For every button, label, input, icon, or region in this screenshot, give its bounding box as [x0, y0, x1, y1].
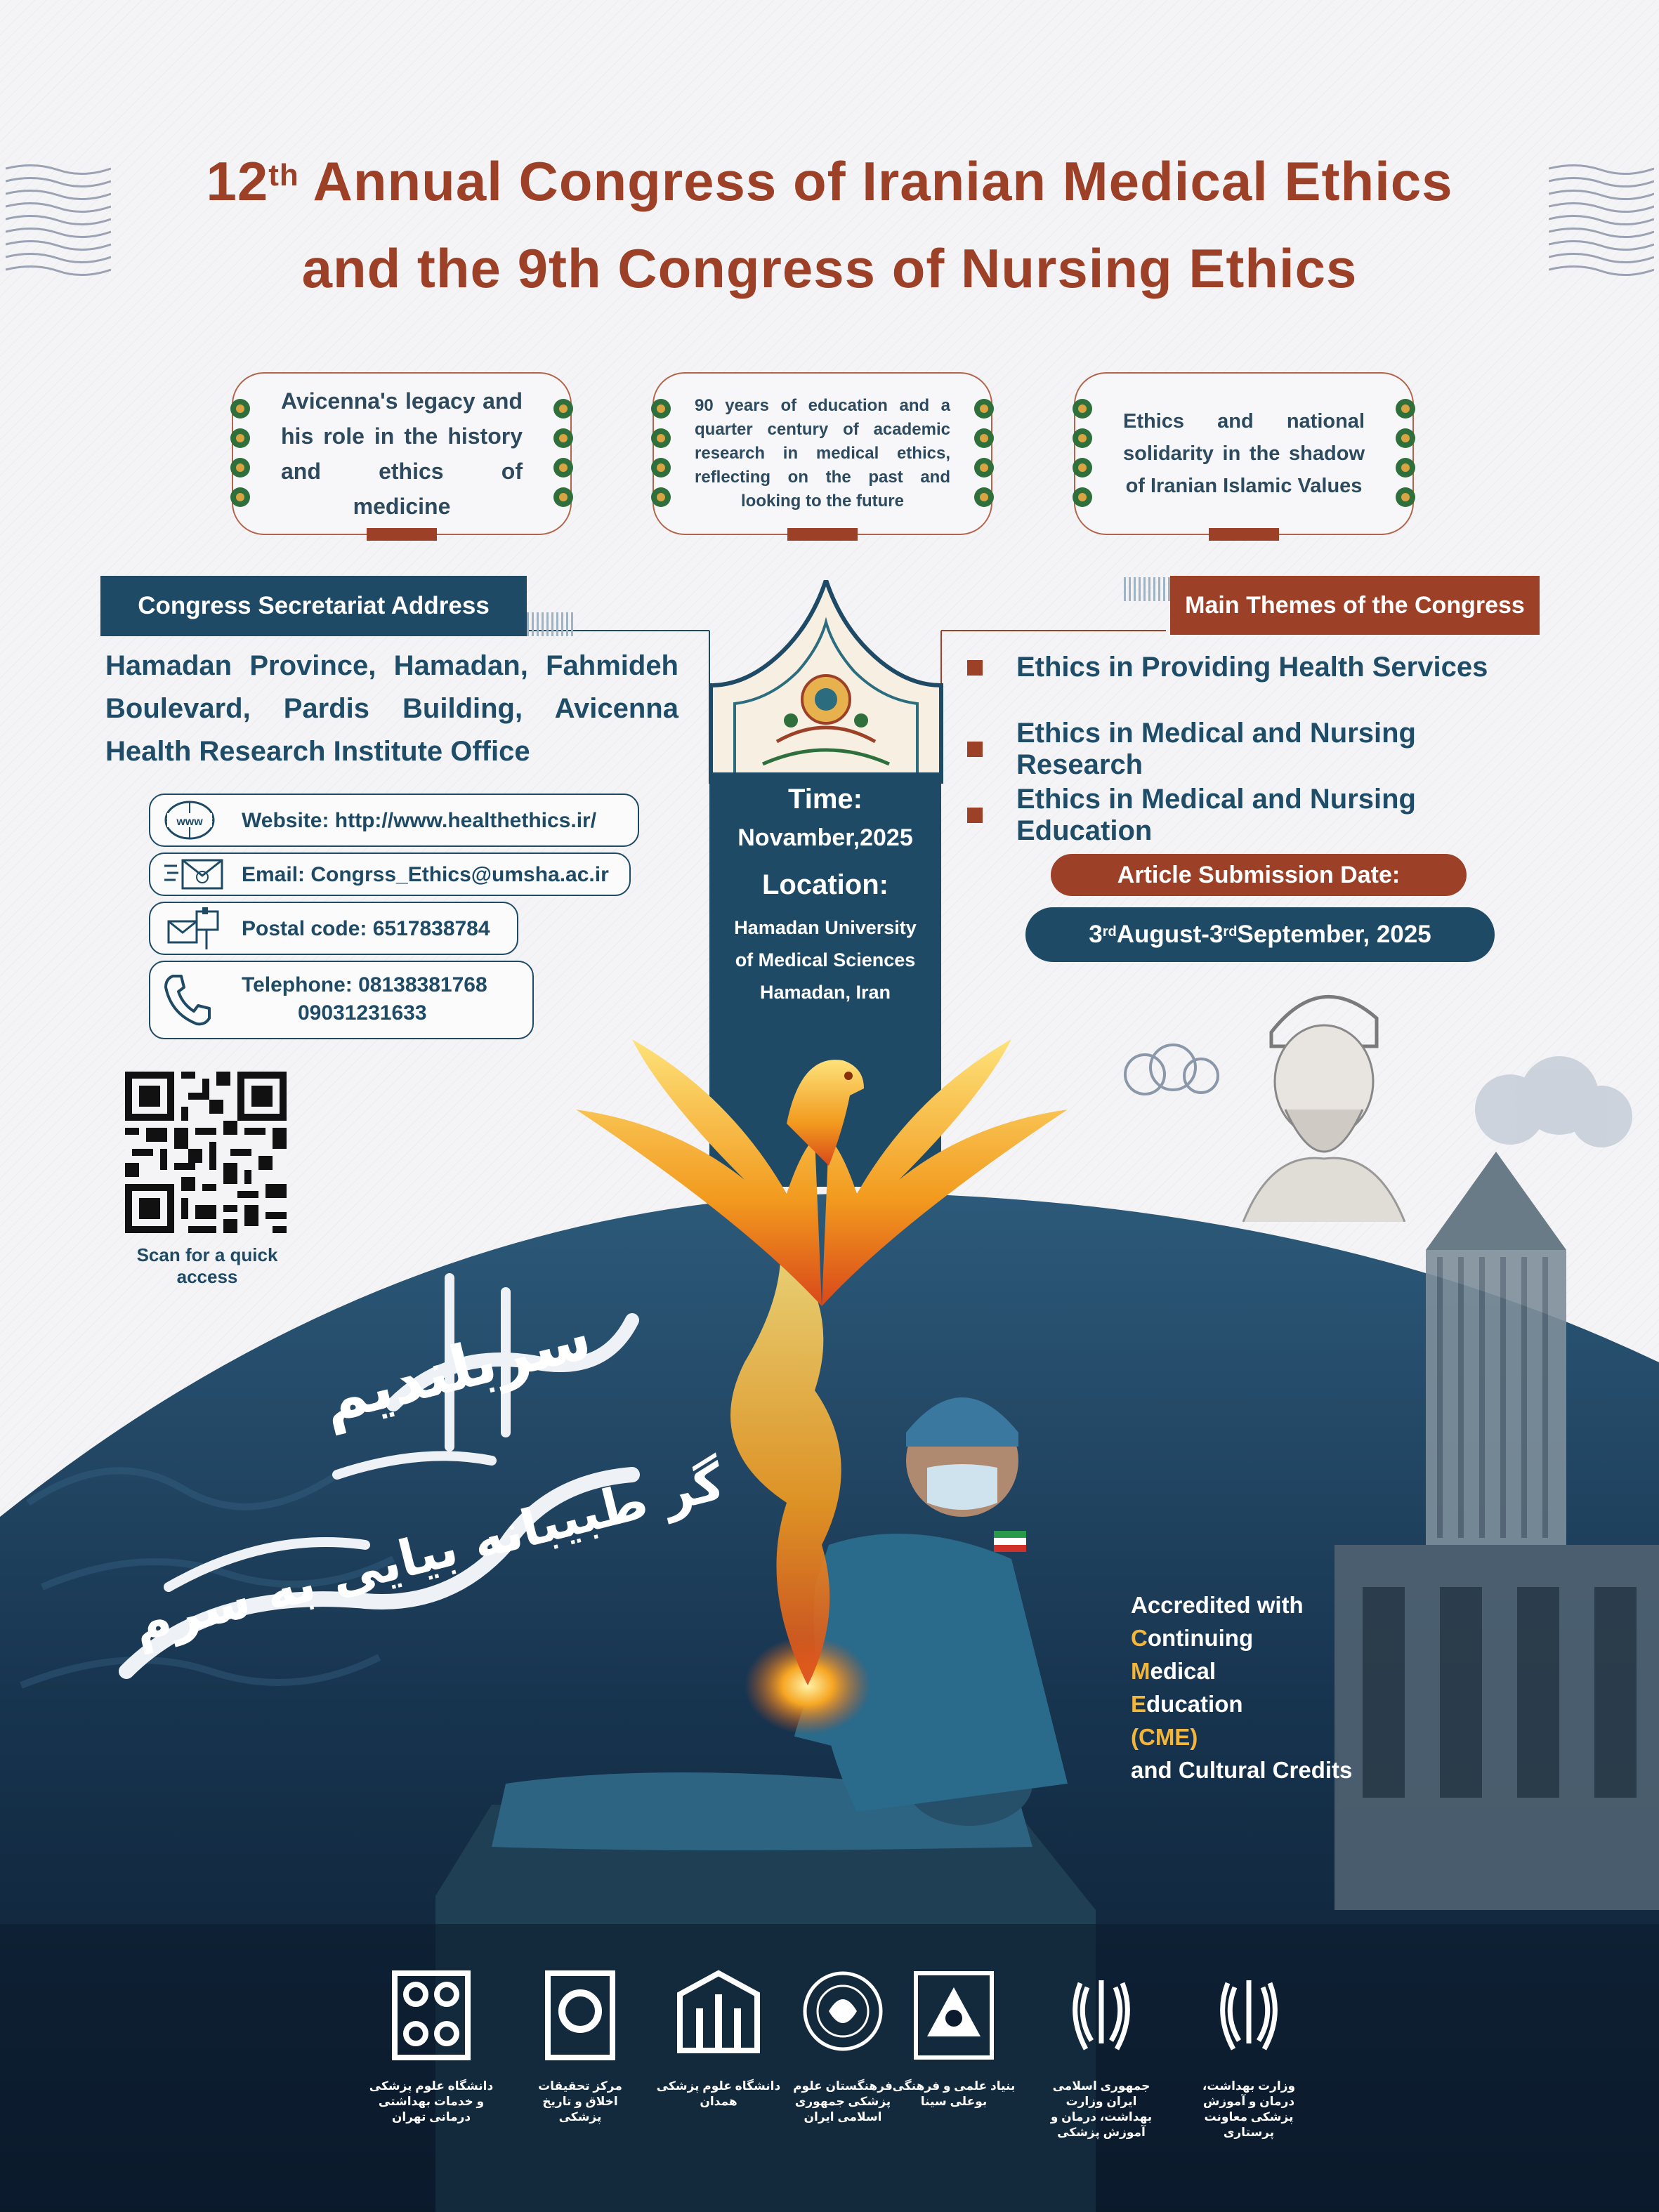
- pillar-text: Avicenna's legacy and his role in the history and ethics of medicine: [281, 388, 523, 519]
- decorative-stripe: [1124, 577, 1170, 601]
- location-line-3: Hamadan, Iran: [759, 982, 891, 1003]
- pillar-box-3: [1074, 372, 1414, 535]
- university-emblem-icon: [388, 1966, 475, 2065]
- location-line-2: of Medical Sciences: [735, 949, 916, 970]
- decorative-stripe: [527, 612, 573, 636]
- website-text[interactable]: Website: http://www.healthethics.ir/: [242, 809, 597, 832]
- postal-text: Postal code: 6517838784: [242, 917, 490, 940]
- qr-caption: Scan for a quick access: [136, 1244, 278, 1287]
- mailbox-icon: [163, 906, 226, 951]
- time-value: Novamber,2025: [737, 824, 913, 851]
- arabesque-ornament: [707, 580, 945, 784]
- telephone-icon: [163, 972, 212, 1028]
- nursing-deputy-logo: وزارت بهداشت، درمان و آموزش پزشکی معاونت پرستاری: [1214, 1966, 1284, 2100]
- telephone-text[interactable]: Telephone: 08138381768: [242, 973, 487, 996]
- academy-of-medical-sciences-logo: فرهنگستان علوم پزشکی جمهوری اسلامی ایران: [801, 1966, 885, 2100]
- calligraphy-line-2: گر طبیبانه بیایی به سرم: [127, 1451, 730, 1656]
- bullet-square: [967, 660, 983, 676]
- tehran-university-logo: دانشگاه علوم پزشکی و خدمات بهداشتی درمانی تهران: [388, 1966, 475, 2100]
- theme-item-1: Ethics in Providing Health Services: [967, 652, 1515, 683]
- hamadan-university-logo: دانشگاه علوم پزشکی همدان: [673, 1966, 764, 2100]
- floral-ornament-icon: [967, 395, 1001, 514]
- postal-pill: [149, 902, 518, 955]
- telephone-pill[interactable]: [149, 961, 534, 1039]
- floral-ornament-icon: [1065, 395, 1099, 514]
- title-line-2: and the 9th Congress of Nursing Ethics: [301, 237, 1358, 299]
- location-line-1: Hamadan University: [734, 917, 917, 938]
- academy-seal-icon: [801, 1966, 885, 2065]
- pillar-accent-bar: [787, 528, 858, 541]
- submission-dates: 3 $^{rd}$ August-3 $^{rd}$ September, 2025: [1025, 907, 1495, 962]
- research-center-emblem-icon: [545, 1966, 615, 2065]
- cme-accreditation: Accredited with Continuing Medical Education (CME) and Cultural Credits: [1131, 1592, 1353, 1783]
- themes-heading: Main Themes of the Congress: [1170, 576, 1540, 635]
- ministry-of-health-logo: جمهوری اسلامی ایران وزارت بهداشت، درمان و آموزش پزشکی: [1066, 1966, 1136, 2100]
- pillar-box-1: [232, 372, 572, 535]
- avicenna-foundation-logo: بنیاد علمی و فرهنگی بوعلی سینا: [913, 1966, 995, 2100]
- iran-emblem-icon: [1066, 1966, 1136, 2065]
- email-text[interactable]: Email: Congrss_Ethics@umsha.ac.ir: [242, 863, 609, 886]
- iran-emblem-icon: [1214, 1966, 1284, 2065]
- cloud-ornament: [1110, 1039, 1236, 1102]
- floral-ornament-icon: [1389, 395, 1422, 514]
- ethics-research-center-logo: مرکز تحقیقات اخلاق و تاریخ پزشکی: [545, 1966, 615, 2100]
- foundation-emblem-icon: [913, 1966, 995, 2065]
- pillar-text: Ethics and national solidarity in the shadow of Iranian Islamic Values: [1123, 410, 1365, 497]
- email-pill[interactable]: [149, 852, 631, 896]
- cloud-ornament: [1461, 1053, 1644, 1159]
- calligraphy-line-1: سربلندیم: [315, 1302, 598, 1437]
- secretariat-address: Hamadan Province, Hamadan, Fahmideh Boulevard, Pardis Building, Avicenna Health Research Institute Office: [105, 650, 678, 767]
- floral-ornament-icon: [644, 395, 678, 514]
- floral-ornament-icon: [546, 395, 580, 514]
- time-label: Time:: [788, 784, 863, 815]
- submission-label: Article Submission Date:: [1051, 854, 1467, 896]
- page-title: [0, 138, 1659, 312]
- floral-ornament-icon: [223, 395, 257, 514]
- avicenna-portrait-sketch: [1215, 969, 1426, 1222]
- bullet-square: [967, 742, 983, 757]
- globe-www-icon: [163, 799, 216, 841]
- phoenix-illustration: [534, 1011, 1110, 1334]
- open-book-emblem-icon: [673, 1966, 764, 2065]
- title-line-1: 12th Annual Congress of Iranian Medical Ethics: [206, 150, 1453, 212]
- pillar-box-2: [653, 372, 992, 535]
- pillar-accent-bar: [1209, 528, 1279, 541]
- www-label: www: [176, 816, 203, 828]
- website-pill[interactable]: [149, 794, 639, 847]
- theme-item-3: Ethics in Medical and Nursing Education: [967, 784, 1515, 847]
- bullet-square: [967, 808, 983, 823]
- theme-item-2: Ethics in Medical and Nursing Research: [967, 718, 1515, 781]
- location-label: Location:: [762, 869, 888, 900]
- secretariat-heading: Congress Secretariat Address: [100, 576, 527, 636]
- pillar-text: 90 years of education and a quarter century of academic research in medical ethics, reflecting on the past and looking to the future: [695, 396, 950, 511]
- email-icon: [163, 856, 226, 893]
- pillar-accent-bar: [367, 528, 437, 541]
- telephone-text-2[interactable]: 09031231633: [298, 1001, 427, 1025]
